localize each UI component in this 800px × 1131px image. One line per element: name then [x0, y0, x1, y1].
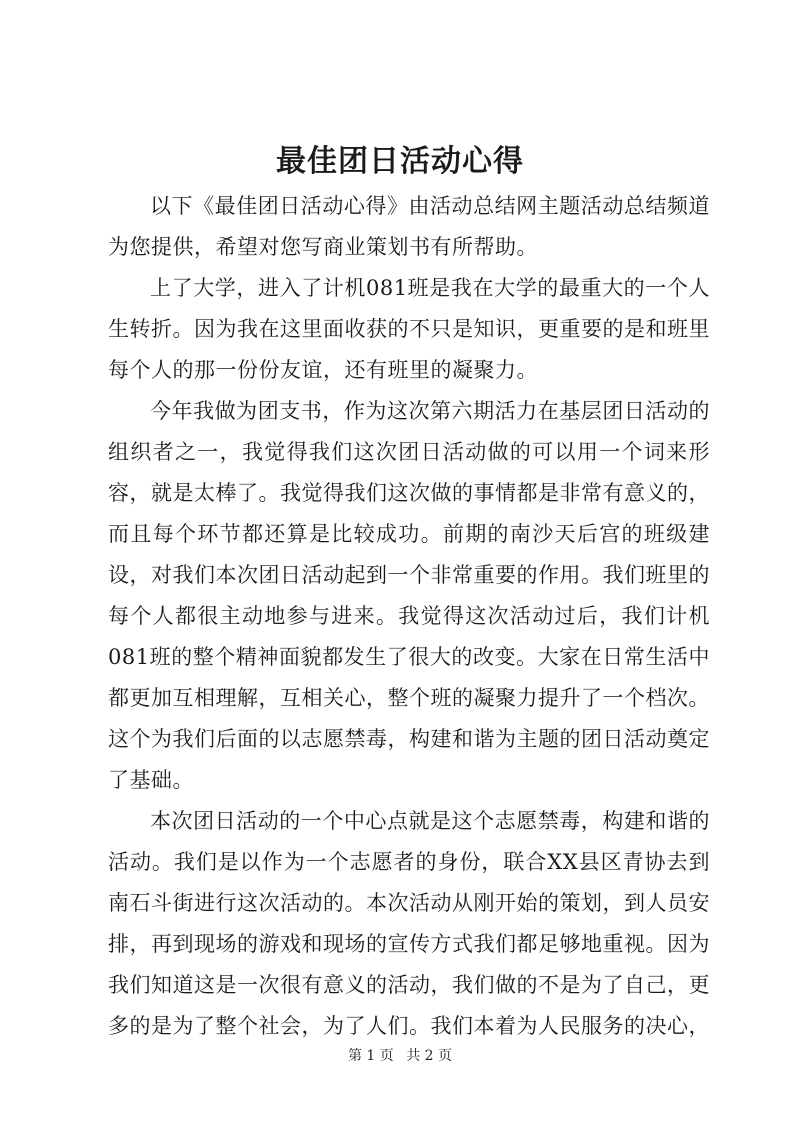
document-title: 最佳团日活动心得: [276, 144, 524, 179]
paragraph-intro: 以下《最佳团日活动心得》由活动总结网主题活动总结频道为您提供，希望对您写商业策划书有所帮助。: [108, 194, 710, 259]
paragraph-4: 本次团日活动的一个中心点就是这个志愿禁毒，构建和谐的活动。我们是以作为一个志愿者的身份，联合XX县区青协去到南石斗街进行这次活动的。本次活动从刚开始的策划，到人员安排，再到现场的游戏和现场的宣传方式我们都足够地重视。因为我们知道这是一次很有意义的活动，我们做的不是为了自己，更多的是为了整个社会，为了人们。我们本着为人民服务的决心，: [108, 809, 710, 1038]
page-footer: [0, 1046, 800, 1066]
paragraph-2: 上了大学，进入了计机081班是我在大学的最重大的一个人生转折。因为我在这里面收获的不只是知识，更重要的是和班里每个人的那一份份友谊，还有班里的凝聚力。: [108, 276, 710, 382]
page-total: 共 2 页: [406, 1048, 453, 1064]
page-number: 第 1 页: [347, 1048, 394, 1064]
paragraph-3: 今年我做为团支书，作为这次第六期活力在基层团日活动的组织者之一，我觉得我们这次团日活动做的可以用一个词来形容，就是太棒了。我觉得我们这次做的事情都是非常有意义的，而且每个环节都还算是比较成功。前期的南沙天后宫的班级建设，对我们本次团日活动起到一个非常重要的作用。我们班里的每个人都很主动地参与进来。我觉得这次活动过后，我们计机081班的整个精神面貌都发生了很大的改变。大家在日常生活中都更加互相理解，互相关心，整个班的凝聚力提升了一个档次。这个为我们后面的以志愿禁毒，构建和谐为主题的团日活动奠定了基础。: [108, 399, 710, 792]
document-body: [108, 186, 710, 1047]
